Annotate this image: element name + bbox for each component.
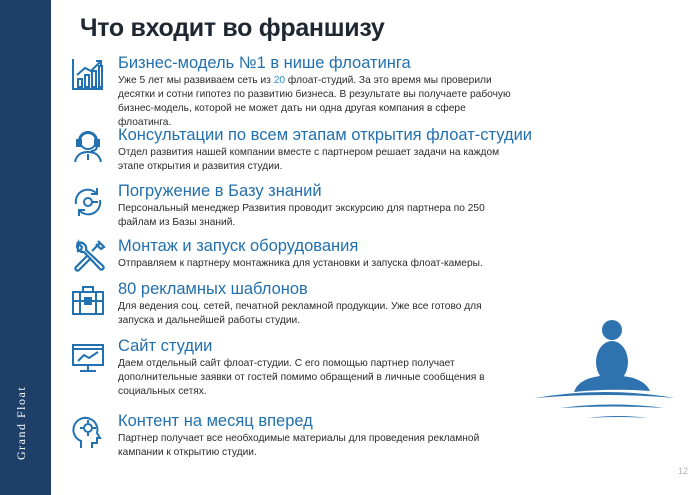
consultant-headset-icon — [70, 128, 106, 164]
item-description: Отдел развития нашей компании вместе с партнером решает задачи на каждом этапе открытия и развития студии. — [118, 147, 500, 172]
sidebar — [0, 0, 51, 495]
item-description: Даем отдельный сайт флоат-студии. С его помощью партнер получает дополнительные заявки от гостей помимо обращений в личные сообщения в социальных сетях. — [118, 358, 485, 397]
item-description: Отправляем к партнеру монтажника для установки и запуска флоат-камеры. — [118, 258, 483, 269]
page-number: 12 — [678, 466, 689, 476]
item-title: 80 рекламных шаблонов — [118, 280, 308, 298]
float-figure-illustration — [530, 318, 675, 433]
item-description: Уже 5 лет мы развиваем сеть из 20 флоат-студий. За это время мы проверили десятки и сотни гипотез по развитию бизнеса. В результате вы получаете рабочую бизнес-модель, которой не может дать ни одна другая компания в сфере флоатинга. — [118, 75, 511, 128]
knowledge-cycle-icon — [70, 184, 106, 220]
item-title: Погружение в Базу знаний — [118, 182, 322, 200]
item-description: Персональный менеджер Развития проводит экскурсию для партнера по 250 файлам из Базы знаний. — [118, 203, 485, 228]
item-title: Сайт студии — [118, 337, 213, 355]
item-title: Консультации по всем этапам открытия флоат-студии — [118, 126, 533, 144]
brand-text: Grand Float — [14, 385, 28, 460]
growth-chart-icon — [70, 56, 106, 92]
highlight-number: 20 — [273, 75, 286, 86]
page-title: Что входит во франшизу — [80, 14, 385, 42]
wrench-screwdriver-icon — [70, 239, 106, 275]
website-monitor-icon — [70, 339, 106, 375]
item-title: Монтаж и запуск оборудования — [118, 237, 359, 255]
item-title: Контент на месяц вперед — [118, 412, 313, 430]
item-title: Бизнес-модель №1 в нише флоатинга — [118, 54, 411, 72]
head-gear-icon — [70, 414, 106, 450]
item-description: Партнер получает все необходимые материалы для проведения рекламной кампании к открытию студии. — [118, 433, 480, 458]
item-description: Для ведения соц. сетей, печатной рекламной продукции. Уже все готово для запуска и дальнейшей работы студии. — [118, 301, 482, 326]
briefcase-templates-icon — [70, 282, 106, 318]
